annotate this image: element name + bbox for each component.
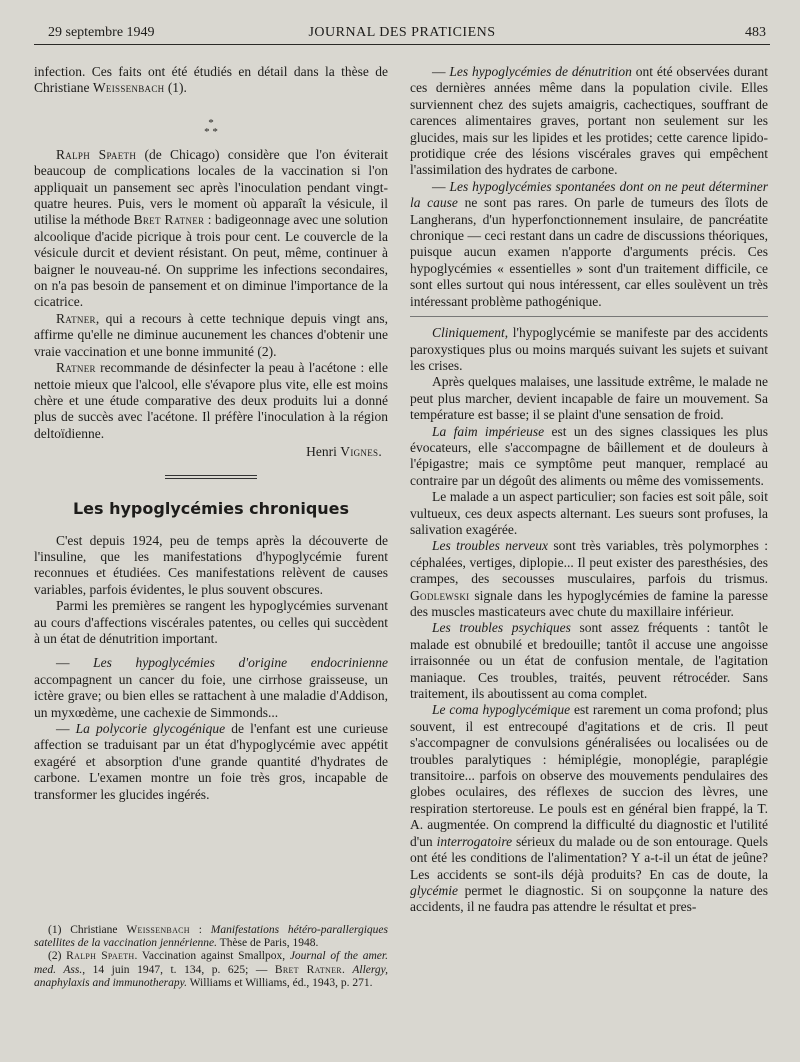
paragraph: infection. Ces faits ont été étudiés en détail dans la thèse de Christiane Weissenbach (1).: [34, 64, 388, 96]
right-column: [410, 64, 768, 916]
paragraph: — La polycorie glycogénique de l'enfant est une curieuse affection se traduisant par un état d'hypoglycémie avec appétit exagéré et absorption d'une grande quantité d'hydrates de carbone. L'examen montre un foie très gros, incapable de transformer les glucides ingérés.: [34, 721, 388, 802]
paragraph: Les troubles nerveux sont très variables, très polymorphes : céphalées, vertiges, diplopie... Il peut exister des paresthésies, des crampes, des secousses musculaires, parfois du trismus. Godlewski signale dans les hypoglycémies de famine la paresse des muscles masticateurs avec chute du maxillaire inférieur.: [410, 538, 768, 619]
footnote-1: (1) Christiane Weissenbach : Manifestations hétéro-parallergiques satellites de la vaccination jennérienne. Thèse de Paris, 1948.: [34, 924, 389, 950]
author-name: Bret Ratner: [133, 212, 205, 228]
paragraph: Ralph Spaeth (de Chicago) considère que l'on éviterait beaucoup de complications locales de la vaccination si l'on appliquait un pansement sec après l'inoculation pendant vingt-quatre heures. Puis, vers le moment où apparaît la vésicule, il utilise la méthode Bret Ratner : badigeonnage avec une solution alcoolique d'acide picrique à trois pour cent. Le couvercle de la vésicule durcit et devient résistant. On peut, même, continuer à baigner le nouveau-né. On supprime les infections secondaires, on n'a pas besoin de pansement et on diminue l'importance de la cicatrice.: [34, 146, 388, 310]
section-divider: [165, 475, 257, 479]
left-column: [34, 64, 388, 803]
footnote-2: (2) Ralph Spaeth. Vaccination against Smallpox, Journal of the amer. med. Ass., 14 juin 1947, t. 134, p. 625; — Bret Ratner. Allergy, anaphylaxis and immunotherapy. Williams et Williams, éd., 1943, p. 271.: [34, 950, 389, 989]
header-page-number: 483: [745, 25, 766, 40]
paragraph: — Les hypoglycémies spontanées dont on ne peut déterminer la cause ne sont pas rares. On parle de tumeurs des îlots de Langherans, d'un hyperfonctionnement insulaire, de pancréatite chronique — ceci restant dans un cadre de discussions théoriques, puisque aucun examen n'apporte d'arguments précis. Ces hypoglycémies « essentielles » sont d'un traitement difficile, ce sont elles surtout qui nous intéressent, car elles soulèvent un très intéressant problème pathogénique.: [410, 178, 768, 309]
paragraph: Parmi les premières se rangent les hypoglycémies survenant au cours d'affections viscérales patentes, ou celles qui succèdent à un état de dénutrition important.: [34, 598, 388, 646]
paragraph: Cliniquement, l'hypoglycémie se manifeste par des accidents paroxystiques plus ou moins marqués suivant les sujets et suivant les crises.: [410, 325, 768, 373]
paragraph: C'est depuis 1924, peu de temps après la découverte de l'insuline, que les manifestations d'hypoglycémie furent reconnues et étudiées. Ces manifestations relèvent de causes variables, parfois évidentes, le plus souvent obscures.: [34, 532, 388, 597]
footnotes: [34, 924, 388, 990]
header-date: 29 septembre 1949: [48, 25, 155, 40]
paragraph: — Les hypoglycémies de dénutrition ont été observées durant ces dernières années même dans la population civile. Elles surviennent chez des sujets amaigris, cachectiques, souffrant de carences alimentaires graves, portant non seulement sur les glucides, mais sur les lipides et les protides; cette carence lipido-protidique crée des lésions viscérales graves qui empêchent l'assimilation des hydrates de carbone.: [410, 64, 769, 178]
author-name: Ralph Spaeth: [56, 146, 137, 162]
paragraph: Ratner recommande de désinfecter la peau à l'acétone : elle nettoie mieux que l'alcool, elle s'évapore plus vite, elle est moins chère et une étude comparative des deux produits lui a donné plus de succès avec l'acétone. Il préfère l'inoculation à la région deltoïdienne.: [34, 360, 388, 441]
author-name: Weissenbach: [92, 80, 165, 96]
column-rule: [410, 316, 768, 317]
paragraph: Le coma hypoglycémique est rarement un coma profond; plus souvent, il est entrecoupé d'agitations et de cris. Il peut s'accompagner de convulsions généralisées ou localisées ou de troubles paralytiques : hémiplégie, monoplégie, paraplégie transitoire... parfois on observe des mouvements pendulaires des globes oculaires, des réflexes de succion des lèvres, une respiration stertoreuse. Le pouls est en général bien frappé, la T. A. augmentée. On comprend la difficulté du diagnostic et l'utilité d'un interrogatoire sérieux du malade ou de son entourage. Quels ont été les conditions de l'alimentation? Y a-t-il un état de jeûne? Les accidents se sont-ils déjà produits? En cas de doute, la glycémie permet le diagnostic. Si on soupçonne la nature des accidents, il ne faudra pas attendre le résultat et pres-: [410, 702, 769, 915]
running-header: [34, 22, 770, 45]
author-name: Godlewski: [410, 587, 470, 603]
paragraph: — Les hypoglycémies d'origine endocrinienne accompagnent un cancer du foie, une cirrhose graisseuse, un ictère grave; ou bien elles se rattachent à une maladie d'Addison, un myxœdème, une cachexie de Simmonds...: [34, 655, 389, 720]
paragraph: Les troubles psychiques sont assez fréquents : tantôt le malade est obnubilé et bredouille; tantôt il accuse une angoisse irraisonnée ou un état de confusion mentale, de l'agitation maniaque. Ces troubles, traités, peuvent rétrocéder. Sans traitement, ils aboutissent au coma complet.: [410, 620, 768, 702]
author-name: Ratner: [56, 360, 96, 376]
paragraph: Ratner, qui a recours à cette technique depuis vingt ans, affirme qu'elle ne diminue aucunement les chances d'obtenir une vraie vaccination et une bonne immunité (2).: [34, 310, 388, 359]
article-signature: Henri Vignes.: [306, 444, 382, 460]
section-title: Les hypoglycémies chroniques: [72, 498, 350, 518]
author-name: Ratner: [56, 310, 96, 326]
paragraph: La faim impérieuse est un des signes classiques les plus évocateurs, elle s'accompagne de bâillement et de douleurs à l'épigastre; mais ce symptôme peut manquer, remplacé au contraire par un dégoût des aliments ou même des vomissements.: [410, 423, 768, 488]
paragraph: Après quelques malaises, une lassitude extrême, le malade ne peut plus marcher, devient incapable de faire un mouvement. Sa température est basse; il se plaint d'une sensation de froid.: [410, 374, 768, 423]
header-journal-title: JOURNAL DES PRATICIENS: [308, 25, 496, 40]
paragraph: Le malade a un aspect particulier; son facies est soit pâle, soit vultueux, ces deux aspects alternant. Les sueurs sont profuses, la salivation exagérée.: [410, 489, 768, 537]
section-stars: * * *: [204, 116, 218, 138]
